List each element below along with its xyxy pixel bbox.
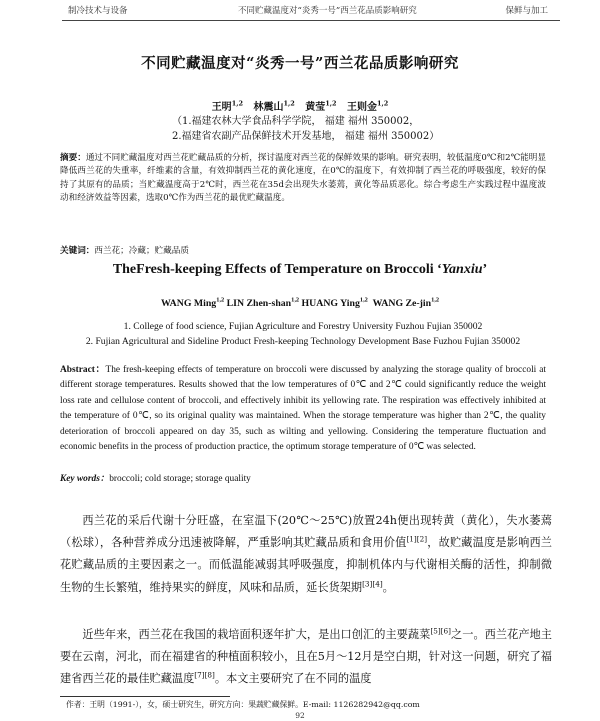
author-affiliation-mark: 1,2 bbox=[359, 296, 368, 304]
author-affiliation-mark: 1,2 bbox=[431, 296, 440, 304]
keywords-label: Key words： bbox=[60, 474, 110, 484]
abstract-label: 摘要： bbox=[60, 153, 86, 163]
author-affiliation-mark: 1,2 bbox=[216, 296, 225, 304]
citation-mark: [7][8] bbox=[194, 670, 215, 680]
abstract-text: The fresh-keeping effects of temperature on broccoli were discussed by analyzing the storage quality of broccoli at different storage temperatures. Results showed that the low temperatures of 0℃ and 2℃ could significantly reduce the weight loss rate and cellulose content of broccoli, and effectively inhibit its yellowing rate. The respiration was effectively inhibited at the temperature of 0℃, so its original quality was maintained. When the storage temperature was higher than 2℃, the quality deterioration of broccoli appeared on day 35, such as wilting and yellowing. Considering the temperature fluctuation and economic benefits in the process of production practice, the optimum storage temperature of 0℃ was selected. bbox=[60, 365, 546, 453]
body-paragraph: 西兰花的采后代谢十分旺盛，在室温下(20℃～25℃)放置24h便出现转黄（黄化），失水萎蔫（松球），各种营养成分迅速被降解，严重影响其贮藏品质和食用价值[1][2]，故贮藏温度是影响西兰花贮藏品质的主要因素之一。而低温能减弱其呼吸强度，抑制机体内与代谢相关酶的活性，抑制微生物的生长繁殖，维持果实的鲜度，风味和品质，延长货架期[3][4]。 bbox=[60, 514, 552, 594]
running-header bbox=[0, 0, 600, 20]
citation-mark: [1][2] bbox=[406, 534, 428, 544]
author-footnote: 作者：王明（1991-），女，硕士研究生，研究方向：果蔬贮藏保鲜。E-mail: 1126282942@qq.com bbox=[66, 700, 420, 709]
citation-mark: [3][4] bbox=[362, 578, 383, 588]
author-name: WANG Ming bbox=[160, 298, 217, 309]
author-affiliation-mark: 1,2 bbox=[283, 99, 295, 108]
section-name: 保鲜与加工 bbox=[505, 6, 548, 16]
english-affiliation-1: 1. College of food science, Fujian Agriculture and Forestry University Fuzhou Fujian 350002 bbox=[123, 321, 483, 332]
author-name: 黄莹 bbox=[305, 102, 326, 113]
chinese-affiliation-1: （1.福建农林大学食品科学学院， 福建 福州 350002， bbox=[172, 116, 420, 127]
keywords-text: 西兰花；冷藏；贮藏品质 bbox=[94, 246, 189, 256]
author-affiliation-mark: 1,2 bbox=[325, 99, 337, 108]
author-name: WANG Ze-jin bbox=[372, 298, 432, 309]
author-name: 林震山 bbox=[253, 102, 284, 113]
keywords-text: broccoli; cold storage; storage quality bbox=[109, 474, 251, 484]
citation-mark: [5][6] bbox=[430, 626, 451, 636]
author-name: LIN Zhen-shan bbox=[226, 298, 292, 309]
author-affiliation-mark: 1,2 bbox=[231, 99, 243, 108]
author-name: 王则金 bbox=[346, 102, 377, 113]
chinese-title: 不同贮藏温度对“炎秀一号”西兰花品质影响研究 bbox=[141, 55, 459, 72]
footnote-divider bbox=[60, 696, 230, 697]
chinese-author-list bbox=[0, 98, 600, 113]
author-affiliation-mark: 1,2 bbox=[376, 99, 389, 108]
abstract-text: 通过不同贮藏温度对西兰花贮藏品质的分析，探讨温度对西兰花的保鲜效果的影响。研究表明，较低温度0℃和2℃能明显降低西兰花的失重率，纤维素的含量，有效抑制西兰花的黄化速度，在0℃的温度下，有效抑制了西兰花的呼吸强度，较好的保持了其原有的品质；当贮藏温度高于2℃时，西兰花在35d会出现失水萎蔫，黄化等品质恶化。综合考虑生产实践过程中温度波动和经济效益等因素，选取0℃作为西兰花的最优贮藏温度。 bbox=[60, 153, 546, 204]
running-title: 不同贮藏温度对“炎秀一号”西兰花品质影响研究 bbox=[238, 6, 417, 16]
english-keywords bbox=[60, 470, 546, 484]
abstract-label: Abstract： bbox=[60, 365, 106, 375]
english-title: TheFresh-keeping Effects of Temperature on Broccoli ‘Yanxiu’ bbox=[112, 262, 488, 277]
variety-name: Yanxiu bbox=[441, 262, 483, 277]
chinese-keywords bbox=[60, 244, 546, 256]
english-affiliation-2: 2. Fujian Agricultural and Sideline Product Fresh-keeping Technology Development Base Fuzhou Fujian 350002 bbox=[85, 336, 521, 347]
author-name: HUANG Ying bbox=[301, 298, 360, 309]
chinese-abstract bbox=[60, 152, 546, 206]
author-affiliation-mark: 1,2 bbox=[291, 296, 300, 304]
chinese-affiliation-2: 2.福建省农副产品保鲜技术开发基地， 福建 福州 350002） bbox=[172, 131, 440, 142]
keywords-label: 关键词： bbox=[60, 246, 95, 256]
english-abstract bbox=[60, 363, 546, 455]
journal-name: 制冷技术与设备 bbox=[68, 6, 128, 16]
body-paragraph: 近些年来，西兰花在我国的栽培面积逐年扩大，是出口创汇的主要蔬菜[5][6]之一。西兰花产地主要在云南，河北，而在福建省的种植面积较小，且在5月～12月是空白期，针对这一问题，研究了福建省西兰花的最佳贮藏温度[7][8]。本文主要研究了在不同的温度 bbox=[60, 626, 552, 686]
header-divider bbox=[62, 20, 560, 21]
author-name: 王明 bbox=[211, 102, 232, 113]
page-number: 92 bbox=[295, 711, 305, 720]
english-author-list bbox=[0, 298, 600, 309]
